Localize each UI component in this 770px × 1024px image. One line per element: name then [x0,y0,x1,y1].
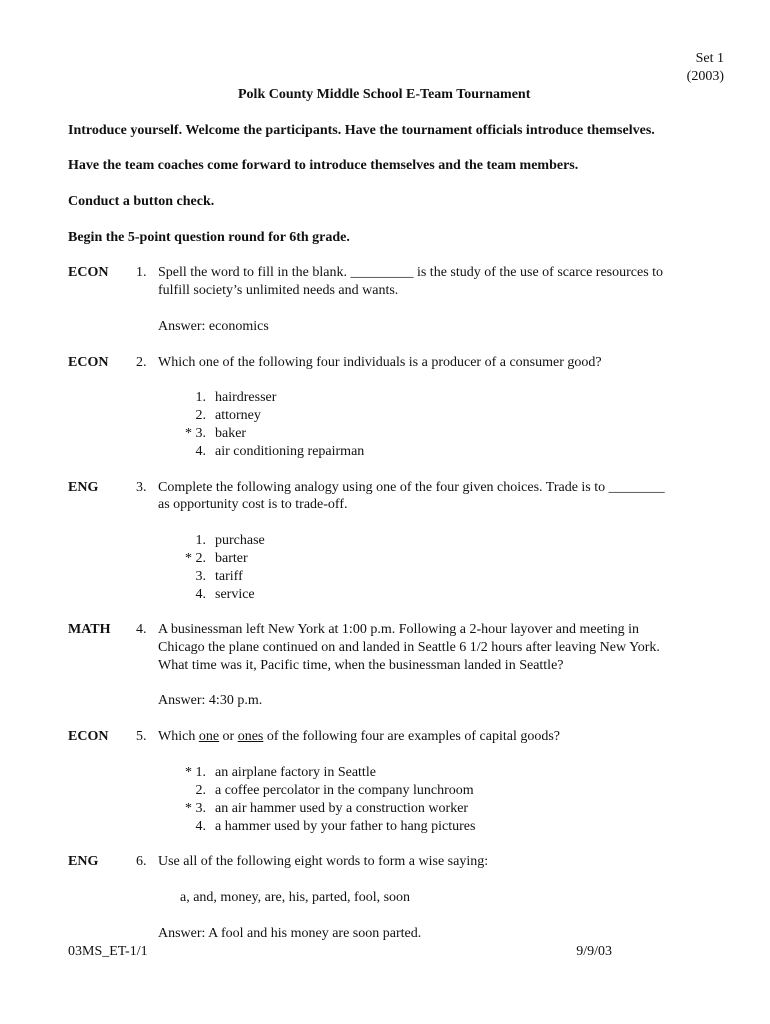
question-answer: Answer: A fool and his money are soon parted. [158,926,422,941]
option-text: a coffee percolator in the company lunchroom [215,783,474,798]
option-marker: 4. [195,444,206,459]
question-answer: Answer: 4:30 p.m. [158,693,263,708]
question-text-line: Chicago the plane continued on and landed in Seattle 6 1/2 hours after leaving New York. [158,640,660,655]
option-text: an airplane factory in Seattle [215,765,376,780]
question-subject: MATH [68,622,111,637]
option-marker: 1. [195,390,206,405]
question-subject: ENG [68,480,99,495]
question-number: 4. [136,622,147,637]
question-number: 6. [136,854,147,869]
footer-date: 9/9/03 [576,944,612,959]
question-number: 2. [136,355,147,370]
question-subject: ECON [68,355,109,370]
question-number: 1. [136,265,147,280]
option-text: purchase [215,533,265,548]
question-text-line [158,728,560,746]
question-text-line: A businessman left New York at 1:00 p.m. Following a 2-hour layover and meeting in [158,622,639,637]
question-subject: ECON [68,265,109,280]
option-text: an air hammer used by a construction worker [215,801,469,816]
option-text: tariff [215,569,243,584]
instruction-round: Begin the 5-point question round for 6th grade. [68,230,350,245]
question-number: 5. [136,729,147,744]
question-text-line: Which one of the following four individuals is a producer of a consumer good? [158,355,602,370]
question-text-line: Complete the following analogy using one of the four given choices. Trade is to ________ [158,480,665,495]
option-marker: 2. [195,408,206,423]
question-number: 3. [136,480,147,495]
footer-code: 03MS_ET-1/1 [68,944,148,959]
word-list: a, and, money, are, his, parted, fool, soon [180,890,411,905]
underlined-word: ones [237,729,264,744]
question-text-line: What time was it, Pacific time, when the businessman landed in Seattle? [158,658,564,673]
question-subject: ENG [68,854,99,869]
question-text-line: fulfill society’s unlimited needs and wants. [158,283,399,298]
option-text: a hammer used by your father to hang pictures [215,819,476,834]
text-segment: of the following four are examples of capital goods? [263,729,561,744]
option-marker-correct: * 3. [185,426,206,441]
page-title: Polk County Middle School E-Team Tournament [238,87,531,102]
option-marker-correct: * 3. [185,801,206,816]
text-segment: Which [158,729,199,744]
instruction-button-check: Conduct a button check. [68,194,215,209]
option-text: baker [215,426,247,441]
question-subject: ECON [68,729,109,744]
question-text-line: Use all of the following eight words to form a wise saying: [158,854,489,869]
underlined-word: one [198,729,220,744]
set-label: Set 1 [695,51,724,66]
option-text: air conditioning repairman [215,444,365,459]
option-text: service [215,587,255,602]
instruction-coaches: Have the team coaches come forward to introduce themselves and the team members. [68,158,579,173]
question-text-line: as opportunity cost is to trade-off. [158,497,348,512]
option-marker-correct: * 1. [185,765,206,780]
option-text: attorney [215,408,261,423]
option-text: barter [215,551,248,566]
year-label: (2003) [686,69,724,84]
option-marker: 4. [195,587,206,602]
question-answer: Answer: economics [158,319,269,334]
option-marker-correct: * 2. [185,551,206,566]
option-marker: 1. [195,533,206,548]
option-text: hairdresser [215,390,277,405]
option-marker: 3. [195,569,206,584]
text-segment: or [219,729,238,744]
question-text-line: Spell the word to fill in the blank. _________ is the study of the use of scarce resources to [158,265,664,280]
option-marker: 2. [195,783,206,798]
option-marker: 4. [195,819,206,834]
instruction-intro: Introduce yourself. Welcome the participants. Have the tournament officials introduce themselves. [68,123,655,138]
